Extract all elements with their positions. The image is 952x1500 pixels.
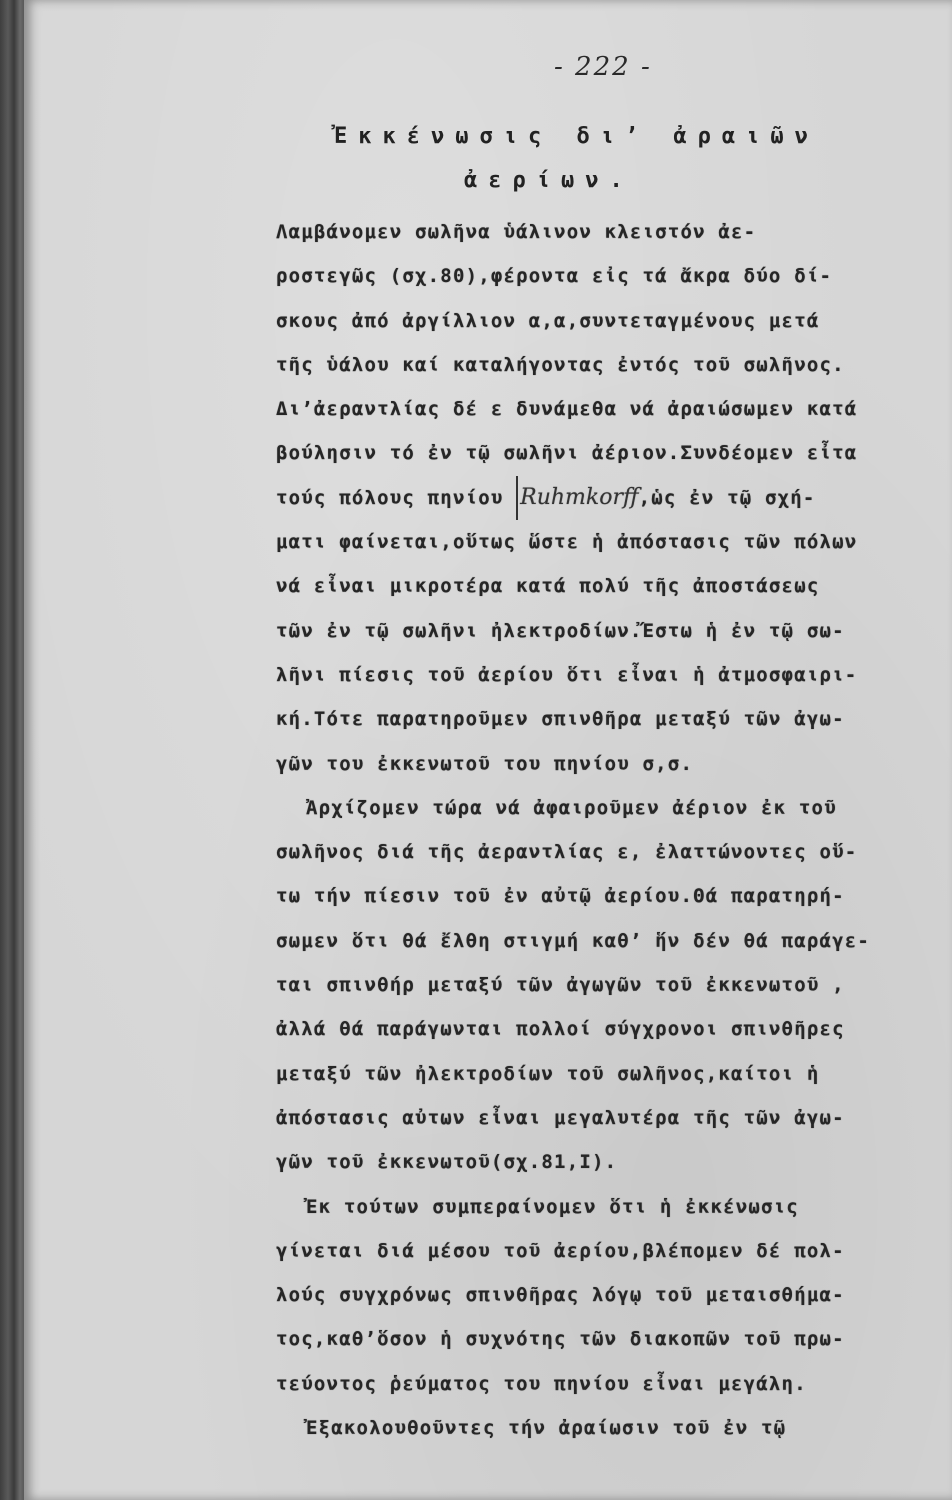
text-line: ται σπινθήρ μεταξύ τῶν ἀγωγῶν τοῦ ἐκκενωτοῦ ,: [276, 974, 845, 997]
text-line: Ἐκ τούτων συμπεραίνομεν ὅτι ἡ ἐκκένωσις: [306, 1195, 799, 1218]
text-line: Λαμβάνομεν σωλῆνα ὑάλινον κλειστόν ἀε-: [276, 221, 757, 243]
text-fragment: ,ὡς ἐν τῷ σχή-: [638, 486, 816, 509]
text-line: γίνεται διά μέσου τοῦ ἀερίου,βλέπομεν δέ πολ-: [276, 1239, 845, 1262]
text-line: βούλησιν τό ἐν τῷ σωλῆνι ἀέριον.Συνδέομεν εἶτα: [276, 442, 858, 465]
text-line: τος,καθ’ὅσον ἡ συχνότης τῶν διακοπῶν τοῦ πρω-: [276, 1328, 845, 1351]
section-title: Ἐκκένωσις δι’ ἀραιῶν: [334, 124, 819, 149]
text-line: ροστεγῶς (σχ.80),φέροντα εἰς τά ἄκρα δύο δί-: [276, 265, 833, 288]
text-line: τεύοντος ῥεύματος του πηνίου εἶναι μεγάλη.: [276, 1372, 807, 1395]
text-fragment: τούς πόλους πηνίου: [276, 486, 517, 509]
text-line: τω τήν πίεσιν τοῦ ἐν αὐτῷ ἀερίου.Θά παρατηρή-: [276, 885, 845, 908]
page-number: - 222 -: [554, 52, 652, 82]
text-line: λῆνι πίεσις τοῦ ἀερίου ὅτι εἶναι ἡ ἀτμοσφαιρι-: [276, 663, 858, 686]
document-page: [24, 0, 952, 1500]
text-line: κή.Τότε παρατηροῦμεν σπινθῆρα μεταξύ τῶν ἀγω-: [276, 708, 845, 731]
text-line: γῶν τοῦ ἐκκενωτοῦ(σχ.81,I).: [276, 1151, 618, 1174]
handwritten-annotation: Ruhmkorff: [516, 476, 638, 520]
text-line: νά εἶναι μικροτέρα κατά πολύ τῆς ἀποστάσεως: [276, 575, 820, 598]
section-title-continued: ἀερίων.: [464, 168, 634, 193]
text-line: σωμεν ὅτι θά ἔλθη στιγμή καθ’ ἥν δέν θά παράγε-: [276, 929, 871, 952]
text-line: τῶν ἐν τῷ σωλῆνι ἠλεκτροδίων.Ἔστω ἡ ἐν τῷ σω-: [276, 619, 845, 642]
text-line: σωλῆνος διά τῆς ἀεραντλίας ε, ἐλαττώνοντες οὕ-: [276, 841, 858, 864]
text-line: μεταξύ τῶν ἠλεκτροδίων τοῦ σωλῆνος,καίτοι ἡ: [276, 1062, 820, 1085]
text-line: Δι’ἀεραντλίας δέ ε δυνάμεθα νά ἀραιώσωμεν κατά: [276, 398, 858, 421]
text-line: ἀλλά θά παράγωνται πολλοί σύγχρονοι σπινθῆρες: [276, 1018, 845, 1041]
text-line: λούς συγχρόνως σπινθῆρας λόγῳ τοῦ μεταισθήμα-: [276, 1284, 845, 1307]
text-line: [276, 476, 926, 520]
text-line: Ἀρχίζομεν τώρα νά ἀφαιροῦμεν ἀέριον ἐκ τοῦ: [306, 796, 837, 819]
text-line: τῆς ὑάλου καί καταλήγοντας ἐντός τοῦ σωλῆνος.: [276, 353, 845, 376]
text-line: ἀπόστασις αὐτων εἶναι μεγαλυτέρα τῆς τῶν ἀγω-: [276, 1106, 845, 1129]
text-line: Ἐξακολουθοῦντες τήν ἀραίωσιν τοῦ ἐν τῷ: [306, 1417, 787, 1440]
text-line: σκους ἀπό ἀργίλλιον α,α,συντεταγμένους μετά: [276, 309, 820, 332]
text-line: ματι φαίνεται,οὕτως ὥστε ἡ ἀπόστασις τῶν πόλων: [276, 531, 858, 554]
text-line: γῶν του ἐκκενωτοῦ του πηνίου σ,σ.: [276, 752, 694, 775]
body-text: [276, 210, 926, 1450]
